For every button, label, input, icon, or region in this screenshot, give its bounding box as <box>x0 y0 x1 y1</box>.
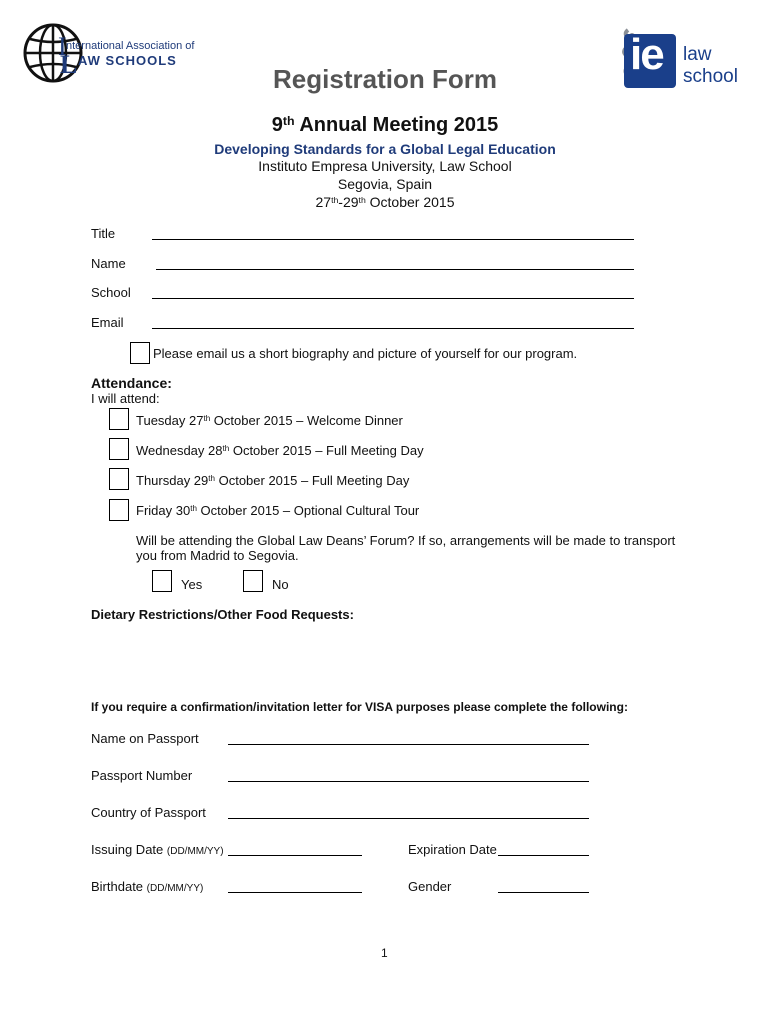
name-on-passport-label: Name on Passport <box>91 731 199 746</box>
expiration-date-label: Expiration Date <box>408 842 497 857</box>
iauls-initial-i: I <box>58 32 67 61</box>
visa-heading: If you require a confirmation/invitation letter for VISA purposes please complete the following: <box>91 700 628 714</box>
attend-checkbox-tuesday[interactable] <box>109 408 129 430</box>
dietary-heading: Dietary Restrictions/Other Food Requests: <box>91 607 354 622</box>
school-label: School <box>91 285 131 300</box>
name-field[interactable] <box>156 269 634 270</box>
iauls-initial-l: L <box>60 50 78 79</box>
school-field[interactable] <box>152 298 634 299</box>
title-field[interactable] <box>152 239 634 240</box>
attend-option-thursday: Thursday 29th October 2015 – Full Meeting Day <box>136 473 410 488</box>
meeting-title: 9th Annual Meeting 2015 <box>271 114 499 136</box>
attend-option-wednesday: Wednesday 28th October 2015 – Full Meeting Day <box>136 443 424 458</box>
passport-number-label: Passport Number <box>91 768 193 783</box>
page-title: Registration Form <box>273 64 497 94</box>
attendance-heading: Attendance: <box>91 375 172 391</box>
ie-school-text: school <box>683 66 738 87</box>
birthdate-label: Birthdate (DD/MM/YY) <box>91 879 204 894</box>
institution: Instituto Empresa University, Law School <box>258 158 512 174</box>
gender-field[interactable] <box>498 892 589 893</box>
bio-note: Please email us a short biography and picture of yourself for our program. <box>153 346 578 361</box>
iauls-line2: AW SCHOOLS <box>78 53 177 68</box>
email-field[interactable] <box>152 328 634 329</box>
issuing-date-label: Issuing Date (DD/MM/YY) <box>91 842 224 857</box>
page-number: 1 <box>381 946 388 960</box>
name-label: Name <box>91 256 126 271</box>
attend-checkbox-friday[interactable] <box>109 499 129 521</box>
ie-mark: ie <box>630 30 663 79</box>
attend-option-tuesday: Tuesday 27th October 2015 – Welcome Dinner <box>136 413 403 428</box>
location: Segovia, Spain <box>337 176 433 192</box>
passport-number-field[interactable] <box>228 781 589 782</box>
country-of-passport-label: Country of Passport <box>91 805 206 820</box>
iauls-line1: nternational Association of <box>66 40 195 52</box>
forum-no-label: No <box>272 577 289 592</box>
email-label: Email <box>91 315 124 330</box>
issuing-date-field[interactable] <box>228 855 362 856</box>
ie-law-text: law <box>683 44 712 65</box>
gender-label: Gender <box>408 879 452 894</box>
subtitle: Developing Standards for a Global Legal Education <box>214 141 556 157</box>
forum-question-line1: Will be attending the Global Law Deans’ Forum? If so, arrangements will be made to transport <box>136 533 676 548</box>
forum-yes-checkbox[interactable] <box>152 570 172 592</box>
dietary-input-area[interactable] <box>91 628 651 688</box>
attend-checkbox-wednesday[interactable] <box>109 438 129 460</box>
attendance-intro: I will attend: <box>91 391 160 406</box>
attend-option-friday: Friday 30th October 2015 – Optional Cultural Tour <box>136 503 420 518</box>
name-on-passport-field[interactable] <box>228 744 589 745</box>
event-dates: 27th-29th October 2015 <box>315 194 455 210</box>
birthdate-field[interactable] <box>228 892 362 893</box>
bio-checkbox[interactable] <box>130 342 150 364</box>
title-label: Title <box>91 226 116 241</box>
expiration-date-field[interactable] <box>498 855 589 856</box>
forum-yes-label: Yes <box>181 577 203 592</box>
attend-checkbox-thursday[interactable] <box>109 468 129 490</box>
country-of-passport-field[interactable] <box>228 818 589 819</box>
forum-question-line2: you from Madrid to Segovia. <box>136 548 299 563</box>
forum-no-checkbox[interactable] <box>243 570 263 592</box>
